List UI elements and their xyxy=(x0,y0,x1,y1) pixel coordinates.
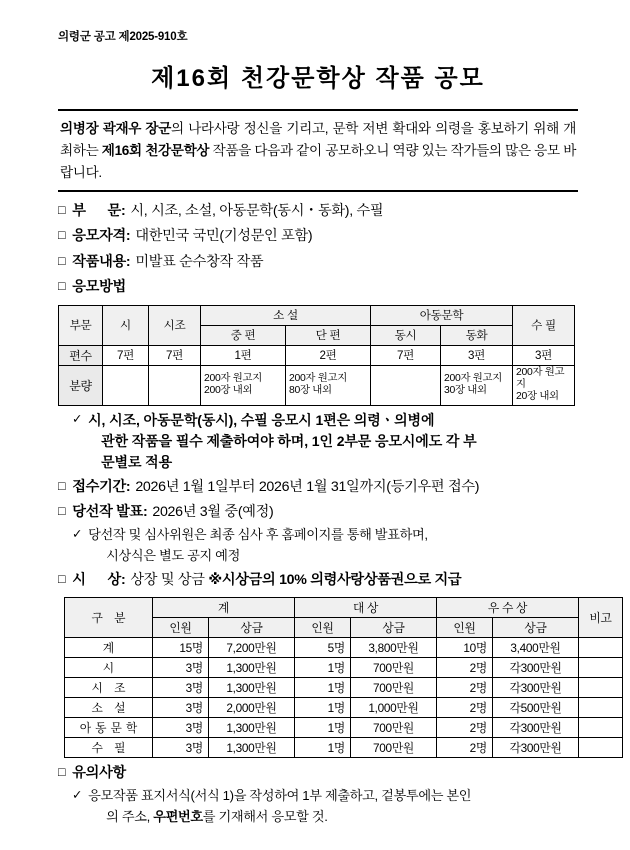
cell-category: 수 필 xyxy=(65,738,153,758)
cell-length-sijo xyxy=(149,365,201,405)
cell-excellence-people: 2명 xyxy=(437,678,493,698)
item-eligibility-value: 대한민국 국민(기성문인 포함) xyxy=(135,228,313,245)
th-childrens-lit: 아동문학 xyxy=(371,305,513,325)
cell-grand-prize: 700만원 xyxy=(351,718,437,738)
cell-count-poetry: 7편 xyxy=(103,345,149,365)
page-title: 제16회 천강문학상 작품 공모 xyxy=(151,65,485,92)
cell-count-childrens-story: 3편 xyxy=(441,345,513,365)
th-poetry: 시 xyxy=(103,305,149,345)
cell-total-prize: 1,300만원 xyxy=(209,658,295,678)
item-caution xyxy=(58,762,578,784)
item-eligibility xyxy=(58,225,578,247)
cell-category: 소 설 xyxy=(65,698,153,718)
cell-count-essay: 3편 xyxy=(513,345,575,365)
th-excellence-amount: 상금 xyxy=(493,618,579,638)
item-how-to-apply-label: 응모방법 xyxy=(72,279,126,296)
item-period-label: 접수기간 xyxy=(72,478,126,495)
th-sijo: 시조 xyxy=(149,305,201,345)
note-mandatory-body xyxy=(88,410,578,473)
th-total: 계 xyxy=(153,598,295,618)
th-category: 구 분 xyxy=(65,598,153,638)
cell-excellence-people: 2명 xyxy=(437,738,493,758)
divider-bottom xyxy=(58,190,578,192)
item-division-colon: : xyxy=(120,203,126,220)
check-icon: ✓ xyxy=(72,527,83,542)
cell-grand-prize: 700만원 xyxy=(351,738,437,758)
note-caution-cover-sheet xyxy=(58,786,578,826)
note-caution-postal-code: 우편번호 xyxy=(153,808,203,824)
item-how-to-apply xyxy=(58,276,578,298)
cell-excellence-prize: 각500만원 xyxy=(493,698,579,718)
item-announcement-label: 당선작 발표 xyxy=(72,504,143,521)
cell-category: 시 조 xyxy=(65,678,153,698)
item-eligibility-colon: : xyxy=(125,228,131,245)
item-division-value: 시, 시조, 소설, 아동문학(동시・동화), 수필 xyxy=(130,203,384,220)
cell-remarks xyxy=(579,738,623,758)
cell-remarks xyxy=(579,658,623,678)
cell-grand-people: 1명 xyxy=(295,678,351,698)
item-announcement-colon: : xyxy=(142,504,148,521)
cell-count-novel-short: 2편 xyxy=(286,345,371,365)
square-bullet-icon: □ xyxy=(58,203,66,218)
item-work-content-value: 미발표 순수창작 작품 xyxy=(135,253,264,270)
table-row xyxy=(59,345,575,365)
th-essay: 수 필 xyxy=(513,305,575,345)
check-icon: ✓ xyxy=(72,411,83,426)
cell-count-sijo: 7편 xyxy=(149,345,201,365)
note-caution-line2-a: 의 주소, xyxy=(106,808,154,824)
th-total-prize: 상금 xyxy=(209,618,295,638)
cell-total-people: 3명 xyxy=(153,738,209,758)
cell-total-people: 3명 xyxy=(153,698,209,718)
cell-grand-people: 1명 xyxy=(295,698,351,718)
cell-total-people: 15명 xyxy=(153,638,209,658)
cell-length-novel-medium: 200자 원고지 200장 내외 xyxy=(201,365,286,405)
cell-remarks xyxy=(579,678,623,698)
cell-grand-prize: 700만원 xyxy=(351,678,437,698)
intro-paragraph xyxy=(58,118,578,184)
intro-text-2: 작품을 다음과 같이 공모하오니 역량 있는 작가들의 많은 응모 바랍니다. xyxy=(60,143,576,181)
cell-excellence-people: 2명 xyxy=(437,718,493,738)
cell-category: 계 xyxy=(65,638,153,658)
note-mandatory-submission xyxy=(58,410,578,473)
cell-total-prize: 1,300만원 xyxy=(209,678,295,698)
th-childrens-poem: 동시 xyxy=(371,325,441,345)
cell-grand-people: 1명 xyxy=(295,718,351,738)
cell-grand-people: 1명 xyxy=(295,658,351,678)
note-winner-line2: 시상식은 별도 공지 예정 xyxy=(106,547,240,563)
cell-total-prize: 1,300만원 xyxy=(209,718,295,738)
note-caution-body xyxy=(88,786,578,826)
th-novel-short: 단 편 xyxy=(286,325,371,345)
cell-count-childrens-poem: 7편 xyxy=(371,345,441,365)
note-caution-line1: 응모작품 표지서식(서식 1)을 작성하여 1부 제출하고, 겉봉투에는 본인 xyxy=(88,788,472,804)
cell-count-novel-medium: 1편 xyxy=(201,345,286,365)
item-award-value-note: ※시상금의 10% 의령사랑상품권으로 지급 xyxy=(208,571,462,588)
item-work-content-label: 작품내용 xyxy=(72,253,126,270)
cell-remarks xyxy=(579,698,623,718)
th-total-people: 인원 xyxy=(153,618,209,638)
cell-grand-people: 5명 xyxy=(295,638,351,658)
awards-table xyxy=(64,597,623,758)
th-novel-medium: 중 편 xyxy=(201,325,286,345)
item-award-colon: : xyxy=(120,571,126,588)
cell-remarks xyxy=(579,638,623,658)
cell-excellence-prize: 각300만원 xyxy=(493,718,579,738)
th-excellence-prize: 우 수 상 xyxy=(437,598,579,618)
table-row xyxy=(65,658,623,678)
cell-total-prize: 7,200만원 xyxy=(209,638,295,658)
note-winner-line1: 당선작 및 심사위원은 최종 심사 후 홈페이지를 통해 발표하며, xyxy=(88,527,428,543)
table-row xyxy=(65,678,623,698)
cell-grand-prize: 1,000만원 xyxy=(351,698,437,718)
item-work-content-colon: : xyxy=(125,253,131,270)
cell-length-childrens-poem xyxy=(371,365,441,405)
cell-total-people: 3명 xyxy=(153,678,209,698)
table-row xyxy=(65,698,623,718)
table-header-row xyxy=(65,598,623,618)
cell-grand-people: 1명 xyxy=(295,738,351,758)
cell-excellence-people: 2명 xyxy=(437,698,493,718)
th-grand-prize: 대 상 xyxy=(295,598,437,618)
cell-excellence-people: 10명 xyxy=(437,638,493,658)
item-period-value: 2026년 1월 1일부터 2026년 1월 31일까지(등기우편 접수) xyxy=(135,478,480,495)
cell-grand-prize: 3,800만원 xyxy=(351,638,437,658)
th-childrens-story: 동화 xyxy=(441,325,513,345)
table-row xyxy=(65,638,623,658)
item-announcement-value: 2026년 3월 중(예정) xyxy=(152,504,274,521)
square-bullet-icon: □ xyxy=(58,478,66,493)
cell-length-poetry xyxy=(103,365,149,405)
th-division: 부문 xyxy=(59,305,103,345)
divisions-table xyxy=(58,305,575,406)
cell-total-prize: 2,000만원 xyxy=(209,698,295,718)
rowhd-count: 편수 xyxy=(59,345,103,365)
note-winner-announcement xyxy=(58,525,578,565)
item-announcement xyxy=(58,501,578,523)
intro-bold-general: 의병장 곽재우 장군 xyxy=(60,121,171,136)
th-grand-amount: 상금 xyxy=(351,618,437,638)
cell-total-prize: 1,300만원 xyxy=(209,738,295,758)
item-division-label: 부 문 xyxy=(72,203,121,220)
note-caution-line2-c: 를 기재해서 응모할 것. xyxy=(202,808,328,824)
item-caution-label: 유의사항 xyxy=(72,765,126,782)
cell-excellence-prize: 각300만원 xyxy=(493,658,579,678)
divider-top xyxy=(58,109,578,111)
item-award-value-plain: 상장 및 상금 xyxy=(130,571,209,588)
cell-remarks xyxy=(579,718,623,738)
cell-length-novel-short: 200자 원고지 80장 내외 xyxy=(286,365,371,405)
cell-excellence-prize: 각300만원 xyxy=(493,678,579,698)
cell-excellence-prize: 각300만원 xyxy=(493,738,579,758)
note-caution-line2 xyxy=(88,807,578,827)
item-eligibility-label: 응모자격 xyxy=(72,228,126,245)
cell-length-essay: 200자 원고지 20장 내외 xyxy=(513,365,575,405)
item-award-value xyxy=(130,569,461,591)
item-work-content xyxy=(58,251,578,273)
item-period-colon: : xyxy=(125,478,131,495)
cell-grand-prize: 700만원 xyxy=(351,658,437,678)
square-bullet-icon: □ xyxy=(58,765,66,780)
intro-text-1: 의 나라사랑 정신을 기리고, 문학 저변 확대와 의령을 홍보하기 위해 개최하는 xyxy=(60,121,577,159)
square-bullet-icon: □ xyxy=(58,571,66,586)
document-number: 의령군 공고 제2025-910호 xyxy=(58,31,188,43)
th-remarks: 비고 xyxy=(579,598,623,638)
note-mandatory-line3: 문별로 적용 xyxy=(101,453,173,470)
cell-excellence-people: 2명 xyxy=(437,658,493,678)
square-bullet-icon: □ xyxy=(58,253,66,268)
intro-bold-contest: 제16회 천강문학상 xyxy=(101,143,210,159)
note-mandatory-line1: 시, 시조, 아동문학(동시), 수필 응모시 1편은 의령ㆍ의병에 xyxy=(88,411,435,428)
item-award xyxy=(58,569,578,591)
cell-category: 아동문학 xyxy=(65,718,153,738)
cell-total-people: 3명 xyxy=(153,658,209,678)
table-row xyxy=(65,738,623,758)
item-period xyxy=(58,476,578,498)
item-award-label: 시 상 xyxy=(72,571,121,588)
th-grand-people: 인원 xyxy=(295,618,351,638)
th-novel: 소 설 xyxy=(201,305,371,325)
square-bullet-icon: □ xyxy=(58,228,66,243)
square-bullet-icon: □ xyxy=(58,504,66,519)
check-icon: ✓ xyxy=(72,788,83,803)
cell-category: 시 xyxy=(65,658,153,678)
cell-excellence-prize: 3,400만원 xyxy=(493,638,579,658)
cell-total-people: 3명 xyxy=(153,718,209,738)
item-division xyxy=(58,200,578,222)
cell-length-childrens-story: 200자 원고지 30장 내외 xyxy=(441,365,513,405)
note-mandatory-line2: 관한 작품을 필수 제출하여야 하며, 1인 2부문 응모시에도 각 부 xyxy=(101,432,477,449)
square-bullet-icon: □ xyxy=(58,279,66,294)
th-excellence-people: 인원 xyxy=(437,618,493,638)
rowhd-length: 분량 xyxy=(59,365,103,405)
table-row xyxy=(59,365,575,405)
note-winner-body xyxy=(88,525,578,565)
table-row xyxy=(65,718,623,738)
table-header-row xyxy=(59,305,575,325)
